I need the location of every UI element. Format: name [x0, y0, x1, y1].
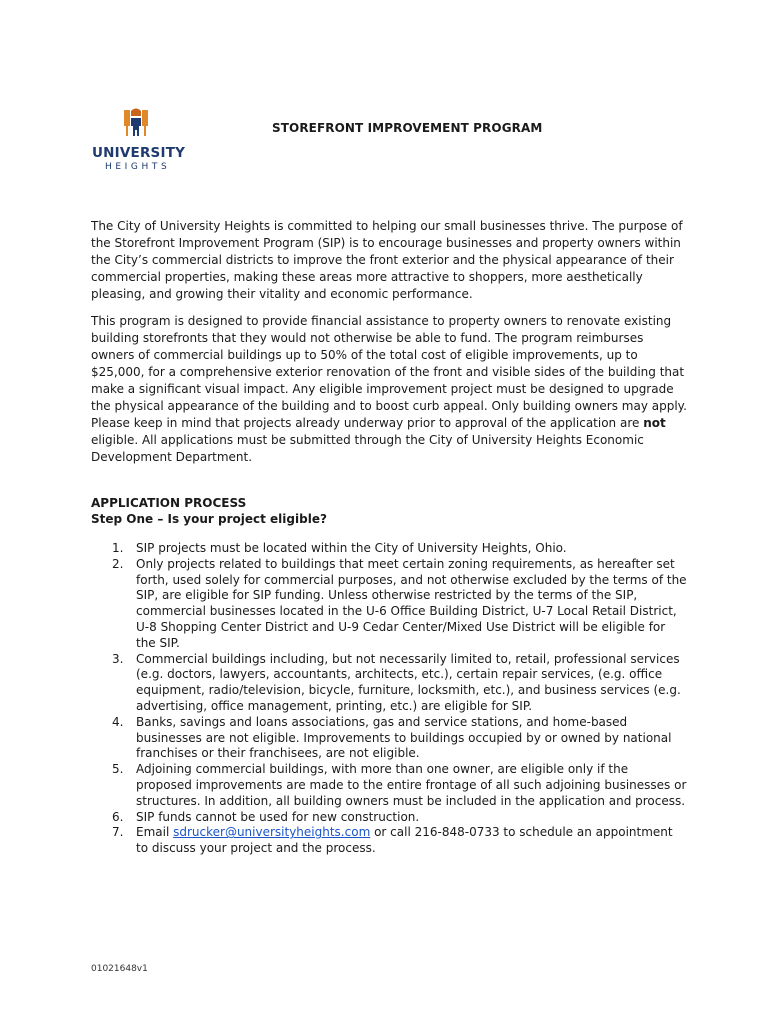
list-item — [91, 715, 687, 762]
list-text: SIP funds cannot be used for new construction. — [136, 809, 420, 824]
program-text-bold: not — [643, 416, 666, 430]
list-text: Banks, savings and loans associations, gas and service stations, and home-based businesses are not eligible. Improvements to buildings occupied by or owned by national franchises or their franchisees, are not eligible. — [136, 714, 672, 761]
page-title: STOREFRONT IMPROVEMENT PROGRAM — [272, 121, 543, 135]
application-process-section — [91, 495, 687, 857]
intro-paragraph: The City of University Heights is committed to helping our small businesses thrive. The purpose of the Storefront Improvement Program (SIP) is to encourage businesses and property owners within the City’s commercial districts to improve the front exterior and the physical appearance of their commercial properties, making these areas more attractive to shoppers, more aesthetically pleasing, and growing their vitality and economic performance. — [91, 219, 683, 301]
list-number: 1. — [112, 541, 124, 555]
document-code: 01021648v1 — [91, 964, 148, 974]
list-text: Adjoining commercial buildings, with more than one owner, are eligible only if the proposed improvements are made to the entire frontage of all such adjoining businesses or structures. In addition, all building owners must be included in the application and process. — [136, 762, 687, 808]
list-number: 7. — [112, 825, 124, 840]
section-heading: APPLICATION PROCESS — [91, 496, 247, 510]
intro-section — [91, 218, 687, 476]
list-text: Commercial buildings including, but not necessarily limited to, retail, professional services (e.g. doctors, lawyers, accountants, architects, etc.), certain repair services, (e.g. office equipment, radio/television, bicycle, furniture, locksmith, etc.), and business services (e.g. advertising, office management, printing, etc.) are eligible for SIP. — [136, 651, 681, 713]
eligibility-list — [91, 541, 687, 857]
list-item — [91, 825, 687, 857]
list-text: Only projects related to buildings that meet certain zoning requirements, as hereafter set forth, used solely for commercial purposes, and not otherwise excluded by the terms of the SIP, are eligible for SIP funding. Unless otherwise restricted by the terms of the SIP, commercial businesses located in the U-6 Office Building District, U-7 Local Retail District, U-8 Shopping Center District and U-9 Cedar Center/Mixed Use District will be eligible for the SIP. — [136, 556, 687, 650]
list-number: 5. — [112, 762, 124, 777]
list-item — [91, 652, 687, 715]
list-item — [91, 557, 687, 652]
list-item — [91, 810, 687, 826]
list-number: 6. — [112, 809, 124, 824]
program-paragraph — [91, 313, 687, 466]
program-text-1: This program is designed to provide financial assistance to property owners to renovate existing building storefronts that they would not otherwise be able to fund. The program reimburses owners of commercial buildings up to 50% of the total cost of eligible improvements, up to $25,000, for a comprehensive exterior renovation of the front and visible sides of the building that make a significant visual impact. Any eligible improvement project must be designed to upgrade the physical appearance of the building and to boost curb appeal. Only building owners may apply. Please keep in mind that projects already underway prior to approval of the application are — [91, 314, 687, 430]
email-link[interactable]: sdrucker@universityheights.com — [173, 825, 371, 840]
list-text-prefix: Email — [136, 825, 174, 840]
logo-wordmark: UNIVERSITY — [92, 145, 186, 161]
list-text-suffix: or call 216-848-0733 to schedule an appointment to discuss your project and the process. — [136, 825, 673, 856]
logo-subtitle: HEIGHTS — [105, 162, 171, 172]
university-heights-logo — [92, 106, 188, 172]
uh-emblem-icon — [122, 106, 150, 140]
list-number: 2. — [112, 556, 124, 571]
list-number: 4. — [112, 714, 124, 729]
list-item — [91, 541, 687, 557]
program-text-2: eligible. All applications must be submitted through the City of University Heights Economic Development Department. — [91, 433, 644, 464]
list-number: 3. — [112, 651, 124, 666]
list-item — [91, 762, 687, 809]
step-heading: Step One – Is your project eligible? — [91, 512, 327, 526]
list-text: SIP projects must be located within the City of University Heights, Ohio. — [136, 541, 567, 555]
